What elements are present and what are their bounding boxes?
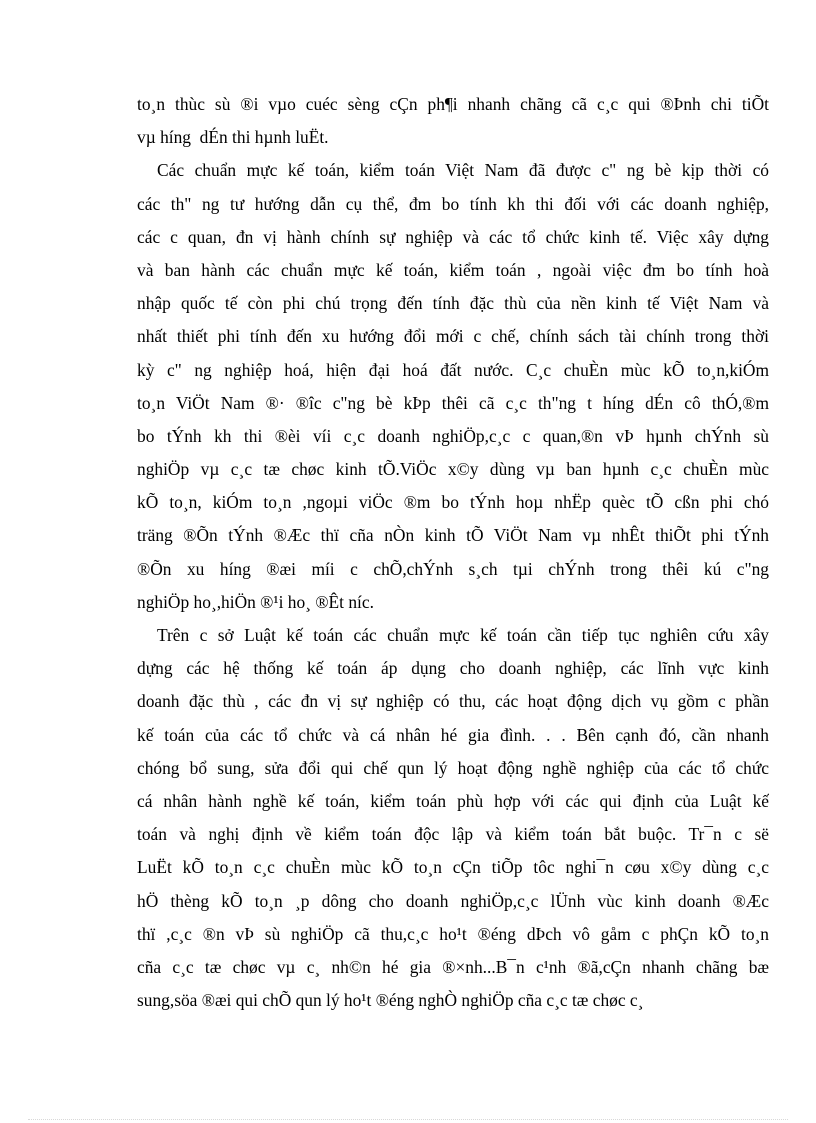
text-line: và ban hành các chuẩn mực kế toán, kiểm toán , ngoài việc đm bo tính hoà xyxy=(137,259,769,280)
text-line: vµ híng dÉn thi hµnh luËt. xyxy=(137,127,329,148)
paragraph-start-line: Các chuẩn mực kế toán, kiểm toán Việt Nam đã được c" ng bè kịp thời có xyxy=(157,160,769,181)
text-line: các th" ng tư hướng dẫn cụ thể, đm bo tính kh thi đối với các doanh nghiệp, xyxy=(137,193,769,214)
text-line: thï ,c¸c ®n vÞ sù nghiÖp cã thu,c¸c ho¹t ®éng dÞch vô gåm c phÇn kÕ to¸n xyxy=(137,923,769,944)
text-line: nghiÖp ho¸,hiÖn ®¹i ho¸ ®Êt níc. xyxy=(137,591,374,612)
text-line: các c quan, đn vị hành chính sự nghiệp và các tổ chức kinh tế. Việc xây dựng xyxy=(137,226,769,247)
paragraph-start-line: Trên c sở Luật kế toán các chuẩn mực kế toán cần tiếp tục nghiên cứu xây xyxy=(157,625,769,645)
text-line: ®Õn xu híng ®æi míi c chÕ,chÝnh s¸ch tµi chÝnh trong thêi kú c"ng xyxy=(137,558,769,579)
text-line: kỳ c" ng nghiệp hoá, hiện đại hoá đất nước. C¸c chuÈn mùc kÕ to¸n,kiÓm xyxy=(137,359,769,380)
text-line: nghiÖp vµ c¸c tæ chøc kinh tÕ.ViÖc x©y dùng vµ ban hµnh c¸c chuÈn mùc xyxy=(137,459,769,480)
text-line: hÖ thèng kÕ to¸n ¸p dông cho doanh nghiÖp,c¸c lÜnh vùc kinh doanh ®Æc xyxy=(137,890,769,911)
text-line: doanh đặc thù , các đn vị sự nghiệp có thu, các hoạt động dịch vụ gồm c phần xyxy=(137,691,769,712)
text-line: träng ®Õn tÝnh ®Æc thï cña nÒn kinh tÕ ViÖt Nam vµ nhÊt thiÕt phi tÝnh xyxy=(137,525,769,546)
text-line: nhập quốc tế còn phi chú trọng đến tính đặc thù của nền kinh tế Việt Nam và xyxy=(137,293,769,314)
text-line: nhất thiết phi tính đến xu hướng đổi mới c chế, chính sách tài chính trong thời xyxy=(137,326,769,347)
text-line: kÕ to¸n, kiÓm to¸n ,ngoµi viÖc ®m bo tÝnh hoµ nhËp quèc tÕ cßn phi chó xyxy=(137,492,769,513)
text-line: sung,söa ®æi qui chÕ qun lý ho¹t ®éng nghÒ nghiÖp cña c¸c tæ chøc c¸ xyxy=(137,990,644,1011)
document-body xyxy=(137,88,769,1017)
text-line: dựng các hệ thống kế toán áp dụng cho doanh nghiệp, các lĩnh vực kinh xyxy=(137,658,769,679)
text-line: to¸n ViÖt Nam ®· ®îc c"ng bè kÞp thêi cã c¸c th"ng t híng dÉn cô thÓ,®m xyxy=(137,392,769,413)
text-line: cña c¸c tæ chøc vµ c¸ nh©n hé gia ®×nh...B¯n c¹nh ®ã,cÇn nhanh chãng bæ xyxy=(137,956,769,977)
text-line: kế toán của các tổ chức và cá nhân hé gia đình. . . Bên cạnh đó, cần nhanh xyxy=(137,724,769,745)
text-line: chóng bổ sung, sửa đổi qui chế qun lý hoạt động nghề nghiệp của các tổ chức xyxy=(137,757,769,778)
page-bottom-divider xyxy=(28,1119,788,1120)
text-line: LuËt kÕ to¸n c¸c chuÈn mùc kÕ to¸n cÇn tiÕp tôc nghi¯n cøu x©y dùng c¸c xyxy=(137,857,769,878)
text-line: toán và nghị định về kiểm toán độc lập và kiểm toán bắt buộc. Tr¯n c së xyxy=(137,824,769,845)
text-line: cá nhân hành nghề kế toán, kiểm toán phù hợp với các qui định của Luật kế xyxy=(137,790,769,811)
text-line: to¸n thùc sù ®i vµo cuéc sèng cÇn ph¶i nhanh chãng cã c¸c qui ®Þnh chi tiÕt xyxy=(137,94,769,114)
text-line: bo tÝnh kh thi ®èi víi c¸c doanh nghiÖp,c¸c c quan,®n vÞ hµnh chÝnh sù xyxy=(137,425,769,446)
